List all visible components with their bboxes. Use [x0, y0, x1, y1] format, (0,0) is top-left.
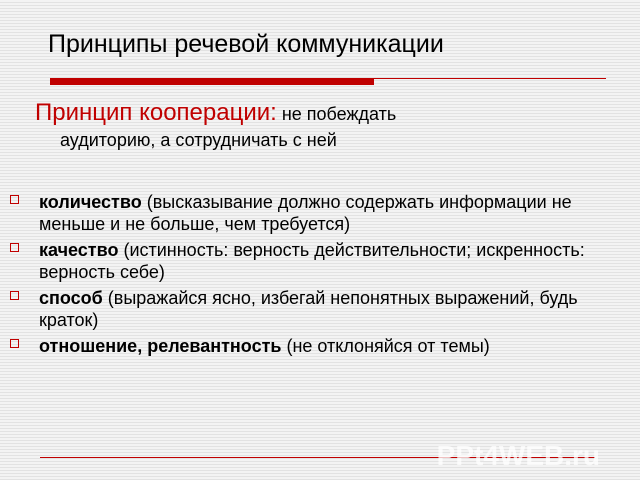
bullet-term: отношение, релевантность	[39, 336, 282, 356]
square-bullet-icon	[10, 195, 19, 204]
bullet-description: (высказывание должно содержать информации не меньше и не больше, чем требуется)	[39, 192, 572, 234]
principle-text-1: не побеждать	[276, 104, 397, 124]
square-bullet-icon	[10, 243, 19, 252]
title-underline-line	[374, 78, 606, 79]
bullet-term: качество	[39, 240, 119, 260]
list-item-quality	[0, 239, 640, 283]
principle-label: Принцип кооперации	[35, 99, 271, 126]
square-bullet-icon	[10, 339, 19, 348]
bullet-term: количество	[39, 192, 142, 212]
title-underline-bar	[50, 78, 374, 85]
bullet-description: (выражайся ясно, избегай непонятных выражений, будь краток)	[39, 288, 578, 330]
principle-line-1	[35, 99, 595, 127]
bullet-description: (не отклоняйся от темы)	[281, 336, 490, 356]
bullet-list	[0, 191, 640, 361]
bullet-description: (истинность: верность действительности; искренность: верность себе)	[39, 240, 585, 282]
list-item-manner	[0, 287, 640, 331]
bullet-term: способ	[39, 288, 103, 308]
list-item-relevance	[0, 335, 640, 357]
principle-colon: :	[270, 99, 277, 126]
principle-text-2: аудиторию, а сотрудничать с ней	[60, 130, 337, 150]
principle-block	[35, 99, 595, 151]
list-item-quantity	[0, 191, 640, 235]
slide-title: Принципы речевой коммуникации	[48, 30, 444, 58]
square-bullet-icon	[10, 291, 19, 300]
watermark: PPt4WEB.ru	[436, 440, 600, 471]
